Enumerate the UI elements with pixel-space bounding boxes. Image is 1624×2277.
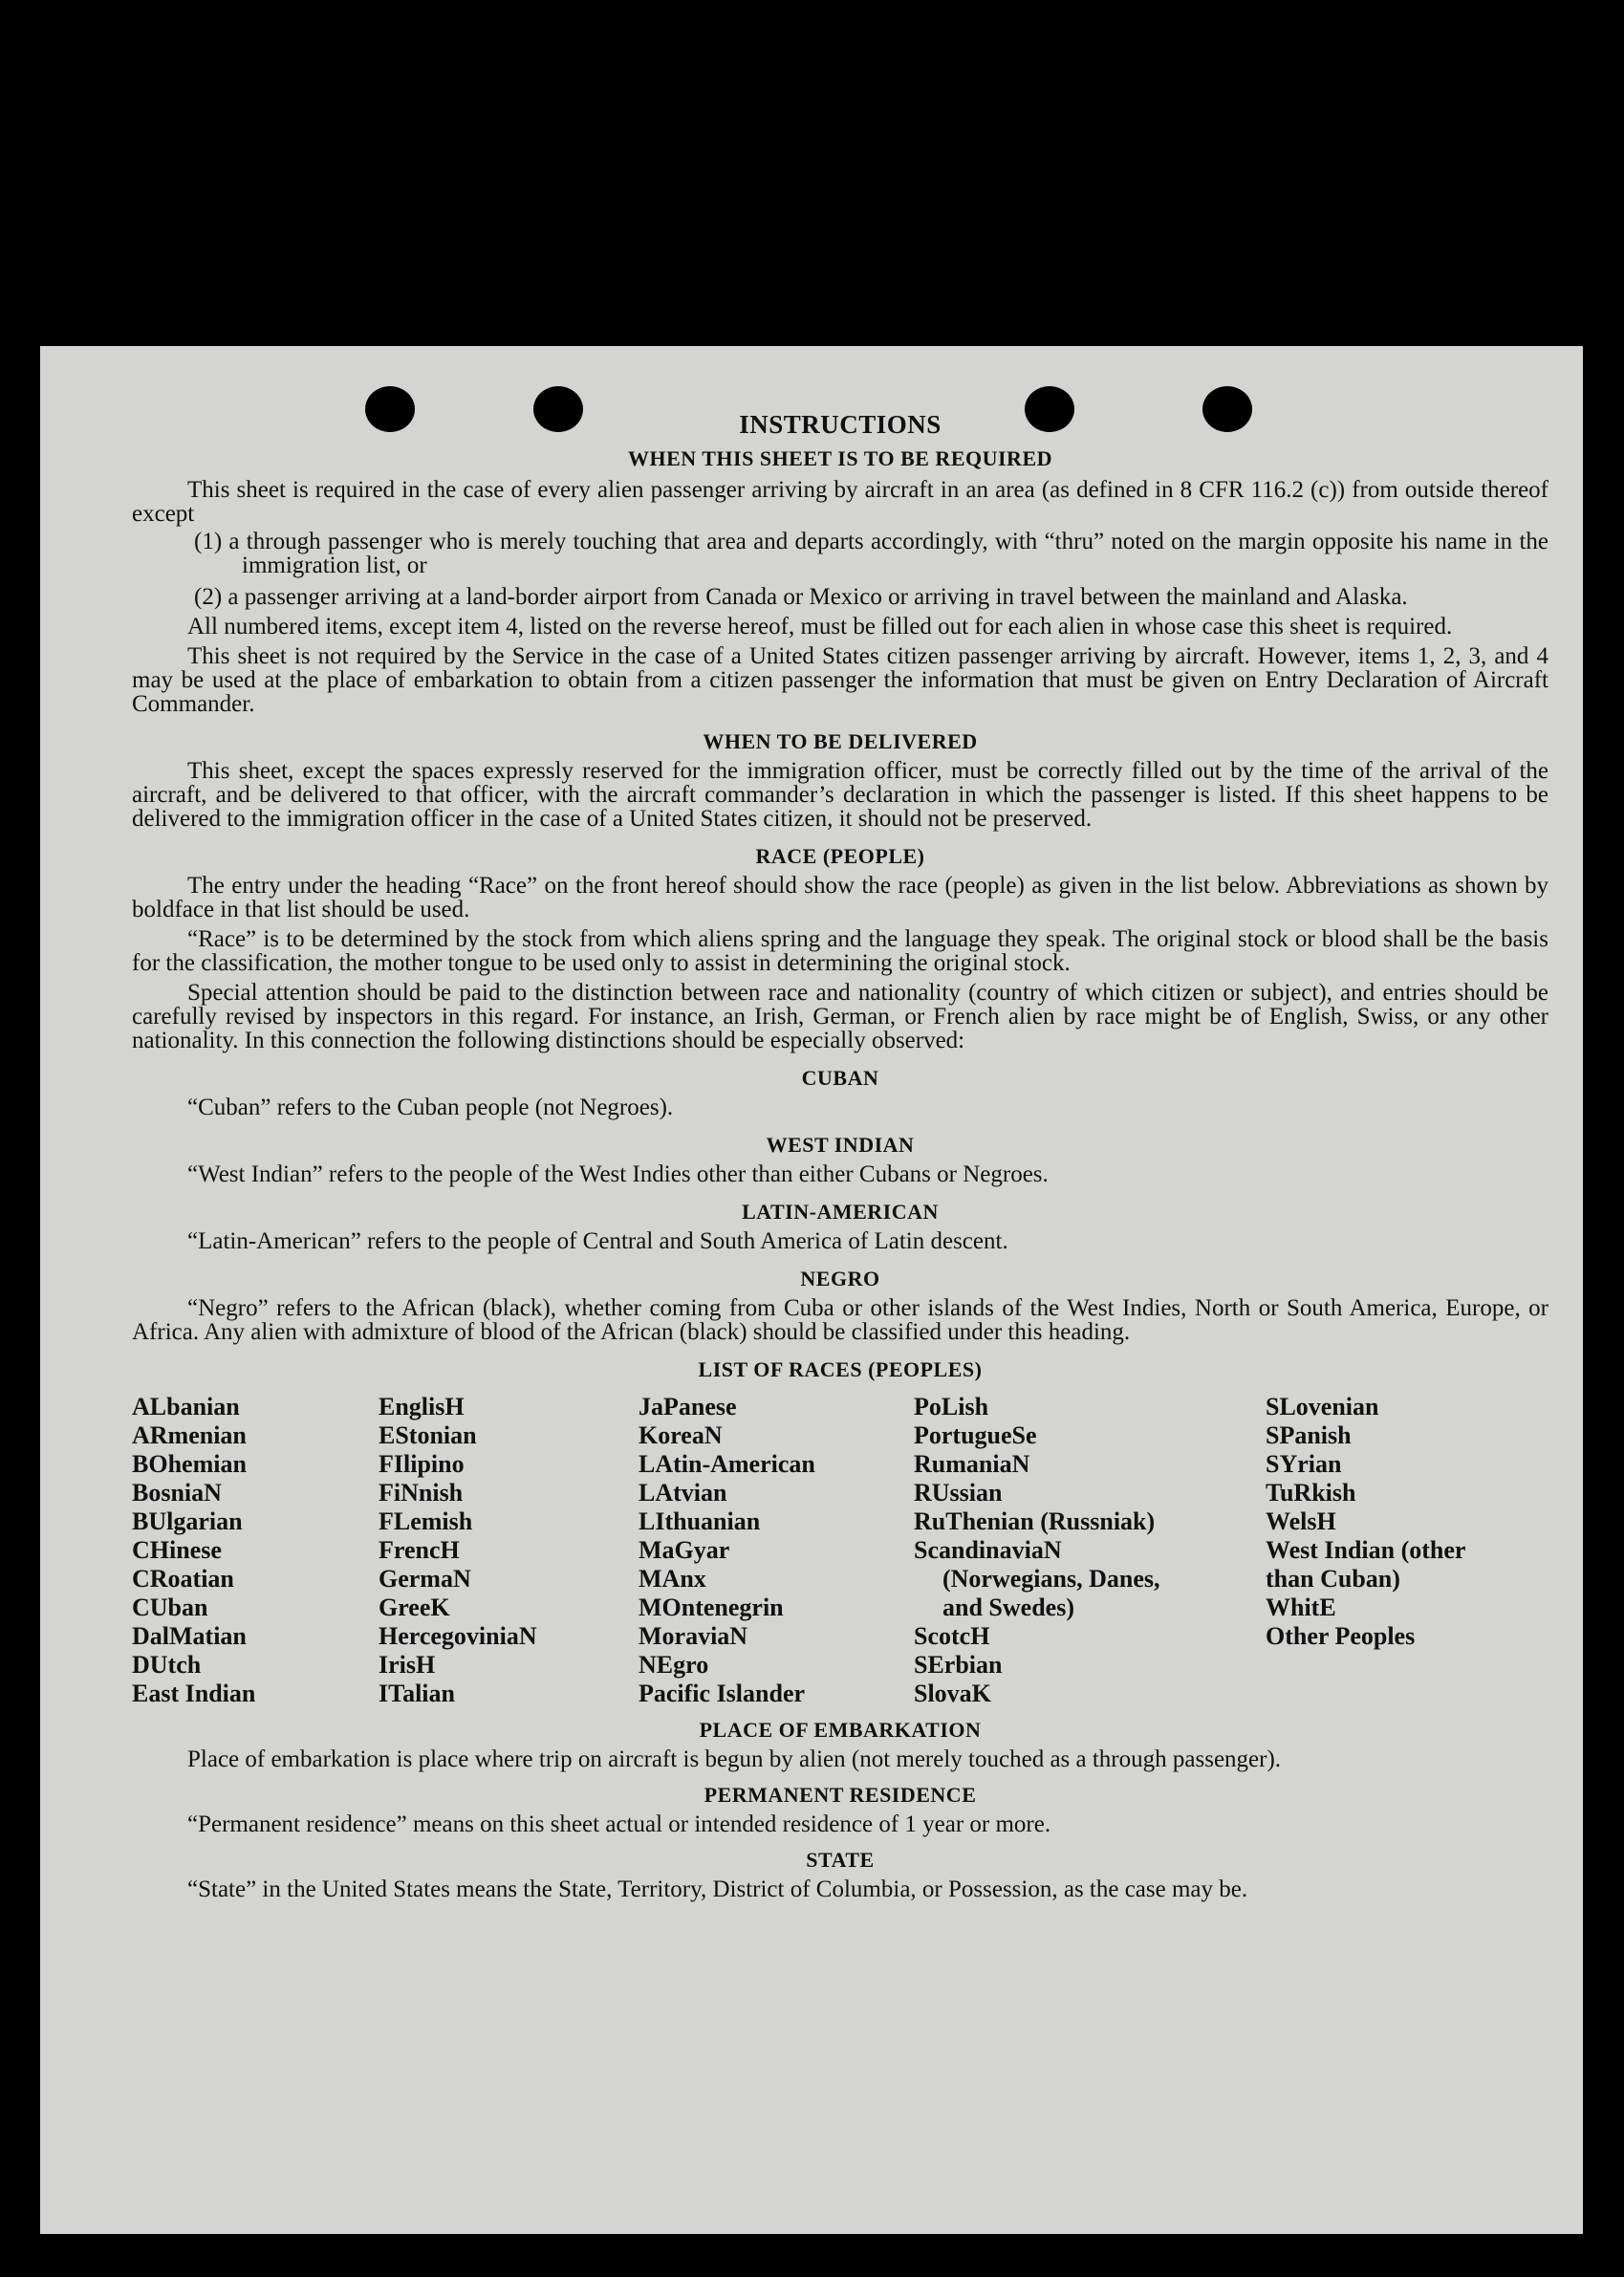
race-entry: ALbanian [132,1393,240,1420]
race-entry: CHinese [132,1536,222,1564]
page-title: INSTRUCTIONS [739,410,942,439]
race-entry: GermaN [379,1565,471,1593]
race-entry: Pacific Islander [639,1680,806,1707]
race-entry: JaPanese [639,1393,737,1420]
race-entry: BOhemian [132,1450,247,1478]
race-entry: PoLish [914,1393,989,1420]
race-entry: IrisH [379,1651,436,1679]
race-entry: RumaniaN [914,1450,1030,1478]
races-column [132,1393,379,1708]
races-column [1266,1393,1505,1708]
race-entry: ScotcH [914,1622,990,1650]
paragraph: This sheet is required in the case of every alien passenger arriving by aircraft in an area (as defined in 8 CFR 116.2 (c)) from outside thereof except [132,477,1548,527]
race-entry: DUtch [132,1651,202,1679]
races-list [132,1393,1548,1708]
race-entry: SYrian [1266,1450,1342,1478]
paragraph: The entry under the heading “Race” on the front hereof should show the race (people) as given in the list below. Abbreviations as shown by boldface in that list should be used. [132,873,1548,922]
race-entry: FLemish [379,1507,473,1535]
paragraph: “Cuban” refers to the Cuban people (not Negroes). [187,1095,674,1120]
list-item: (1) a through passenger who is merely touching that area and departs accordingly, with “thru” noted on the margin opposite his name in the immigration list, or [194,529,1548,578]
race-entry: FiNnish [379,1479,464,1507]
document-sheet [40,346,1583,2234]
race-entry: MOntenegrin [639,1594,784,1621]
heading-embarkation: PLACE OF EMBARKATION [699,1718,982,1742]
heading-negro: NEGRO [800,1267,880,1290]
race-entry: MAnx [639,1565,706,1593]
race-entry: MaGyar [639,1536,730,1564]
race-entry: ITalian [379,1680,455,1707]
paragraph: “Negro” refers to the African (black), whether coming from Cuba or other islands of the West Indies, North or South America, Europe, or Africa. Any alien with admixture of blood of the African (black) should be classified under this heading. [132,1295,1548,1345]
heading-when-delivered: WHEN TO BE DELIVERED [703,729,978,753]
race-entry: LAtin-American [639,1450,815,1478]
race-entry: RuThenian (Russniak) [914,1507,1156,1535]
race-entry: EnglisH [379,1393,465,1420]
race-entry: TuRkish [1266,1479,1356,1507]
race-entry: LAtvian [639,1479,727,1507]
paragraph: “Permanent residence” means on this sheet actual or intended residence of 1 year or more. [187,1811,1051,1837]
race-entry: PortugueSe [914,1421,1037,1449]
races-column [914,1393,1197,1708]
race-entry: LIthuanian [639,1507,761,1535]
race-entry: SLovenian [1266,1393,1379,1420]
paragraph: Special attention should be paid to the distinction between race and nationality (country of which citizen or subject), and entries should be carefully revised by inspectors in this regard. For instance, an Irish, German, or French alien by race might be of English, Swiss, or any other nationality. In this connection the following distinctions should be especially observed: [132,980,1548,1053]
race-entry: FrencH [379,1536,460,1564]
race-entry: BUlgarian [132,1507,243,1535]
paragraph: All numbered items, except item 4, listed on the reverse hereof, must be filled out for each alien in whose case this sheet is required. [187,614,1453,640]
race-entry: NEgro [639,1651,709,1679]
heading-latin-american: LATIN-AMERICAN [742,1200,939,1224]
instructions-content [132,410,1548,1902]
race-entry: RUssian [914,1479,1003,1507]
race-entry: WhitE [1266,1594,1336,1621]
heading-list-of-races: LIST OF RACES (PEOPLES) [698,1357,983,1381]
race-entry: East Indian [132,1680,256,1707]
heading-race: RACE (PEOPLE) [755,844,925,868]
race-entry: EStonian [379,1421,477,1449]
race-entry: DalMatian [132,1622,247,1650]
race-entry: FIlipino [379,1450,465,1478]
race-entry: MoraviaN [639,1622,748,1650]
race-entry: ARmenian [132,1421,247,1449]
races-column [379,1393,639,1708]
paragraph: This sheet is not required by the Service in the case of a United States citizen passenger arriving by aircraft. However, items 1, 2, 3, and 4 may be used at the place of embarkation to obtain from a citizen passenger the information that must be given on Entry Declaration of Aircraft Commander. [132,643,1548,717]
race-entry: CRoatian [132,1565,234,1593]
race-entry: SlovaK [914,1680,991,1707]
race-entry: Other Peoples [1266,1622,1416,1650]
races-column [639,1393,914,1708]
race-entry: SPanish [1266,1421,1352,1449]
heading-cuban: CUBAN [801,1066,879,1090]
paragraph: This sheet, except the spaces expressly reserved for the immigration officer, must be correctly filled out by the time of the arrival of the aircraft, and be delivered to that officer, with the aircraft commander’s declaration in which the passenger is listed. If this sheet happens to be delivered to the immigration officer in the case of a United States citizen, it should not be preserved. [132,758,1548,832]
paragraph: “Race” is to be determined by the stock from which aliens spring and the language they speak. The original stock or blood shall be the basis for the classification, the mother tongue to be used only to assist in determining the original stock. [132,926,1548,976]
race-entry: WelsH [1266,1507,1336,1535]
heading-west-indian: WEST INDIAN [766,1133,915,1157]
paragraph: “West Indian” refers to the people of the West Indies other than either Cubans or Negroes. [187,1161,1049,1187]
race-entry: CUban [132,1594,208,1621]
heading-when-required: WHEN THIS SHEET IS TO BE REQUIRED [627,446,1053,470]
heading-residence: PERMANENT RESIDENCE [704,1783,977,1807]
race-entry: GreeK [379,1594,450,1621]
race-entry: SErbian [914,1651,1003,1679]
paragraph: Place of embarkation is place where trip on aircraft is begun by alien (not merely touched as a through passenger). [187,1746,1282,1772]
race-entry: HercegoviniaN [379,1622,537,1650]
race-entry: KoreaN [639,1421,723,1449]
paragraph: “State” in the United States means the State, Territory, District of Columbia, or Possession, as the case may be. [187,1876,1248,1902]
race-entry: ScandinaviaN (Norwegians, Danes, and Swedes) [914,1536,1160,1621]
race-entry: BosniaN [132,1479,222,1507]
race-entry: West Indian (other than Cuban) [1266,1536,1465,1593]
heading-state: STATE [806,1848,875,1872]
list-item: (2) a passenger arriving at a land-border airport from Canada or Mexico or arriving in travel between the mainland and Alaska. [194,584,1408,610]
paragraph: “Latin-American” refers to the people of Central and South America of Latin descent. [187,1228,1008,1254]
